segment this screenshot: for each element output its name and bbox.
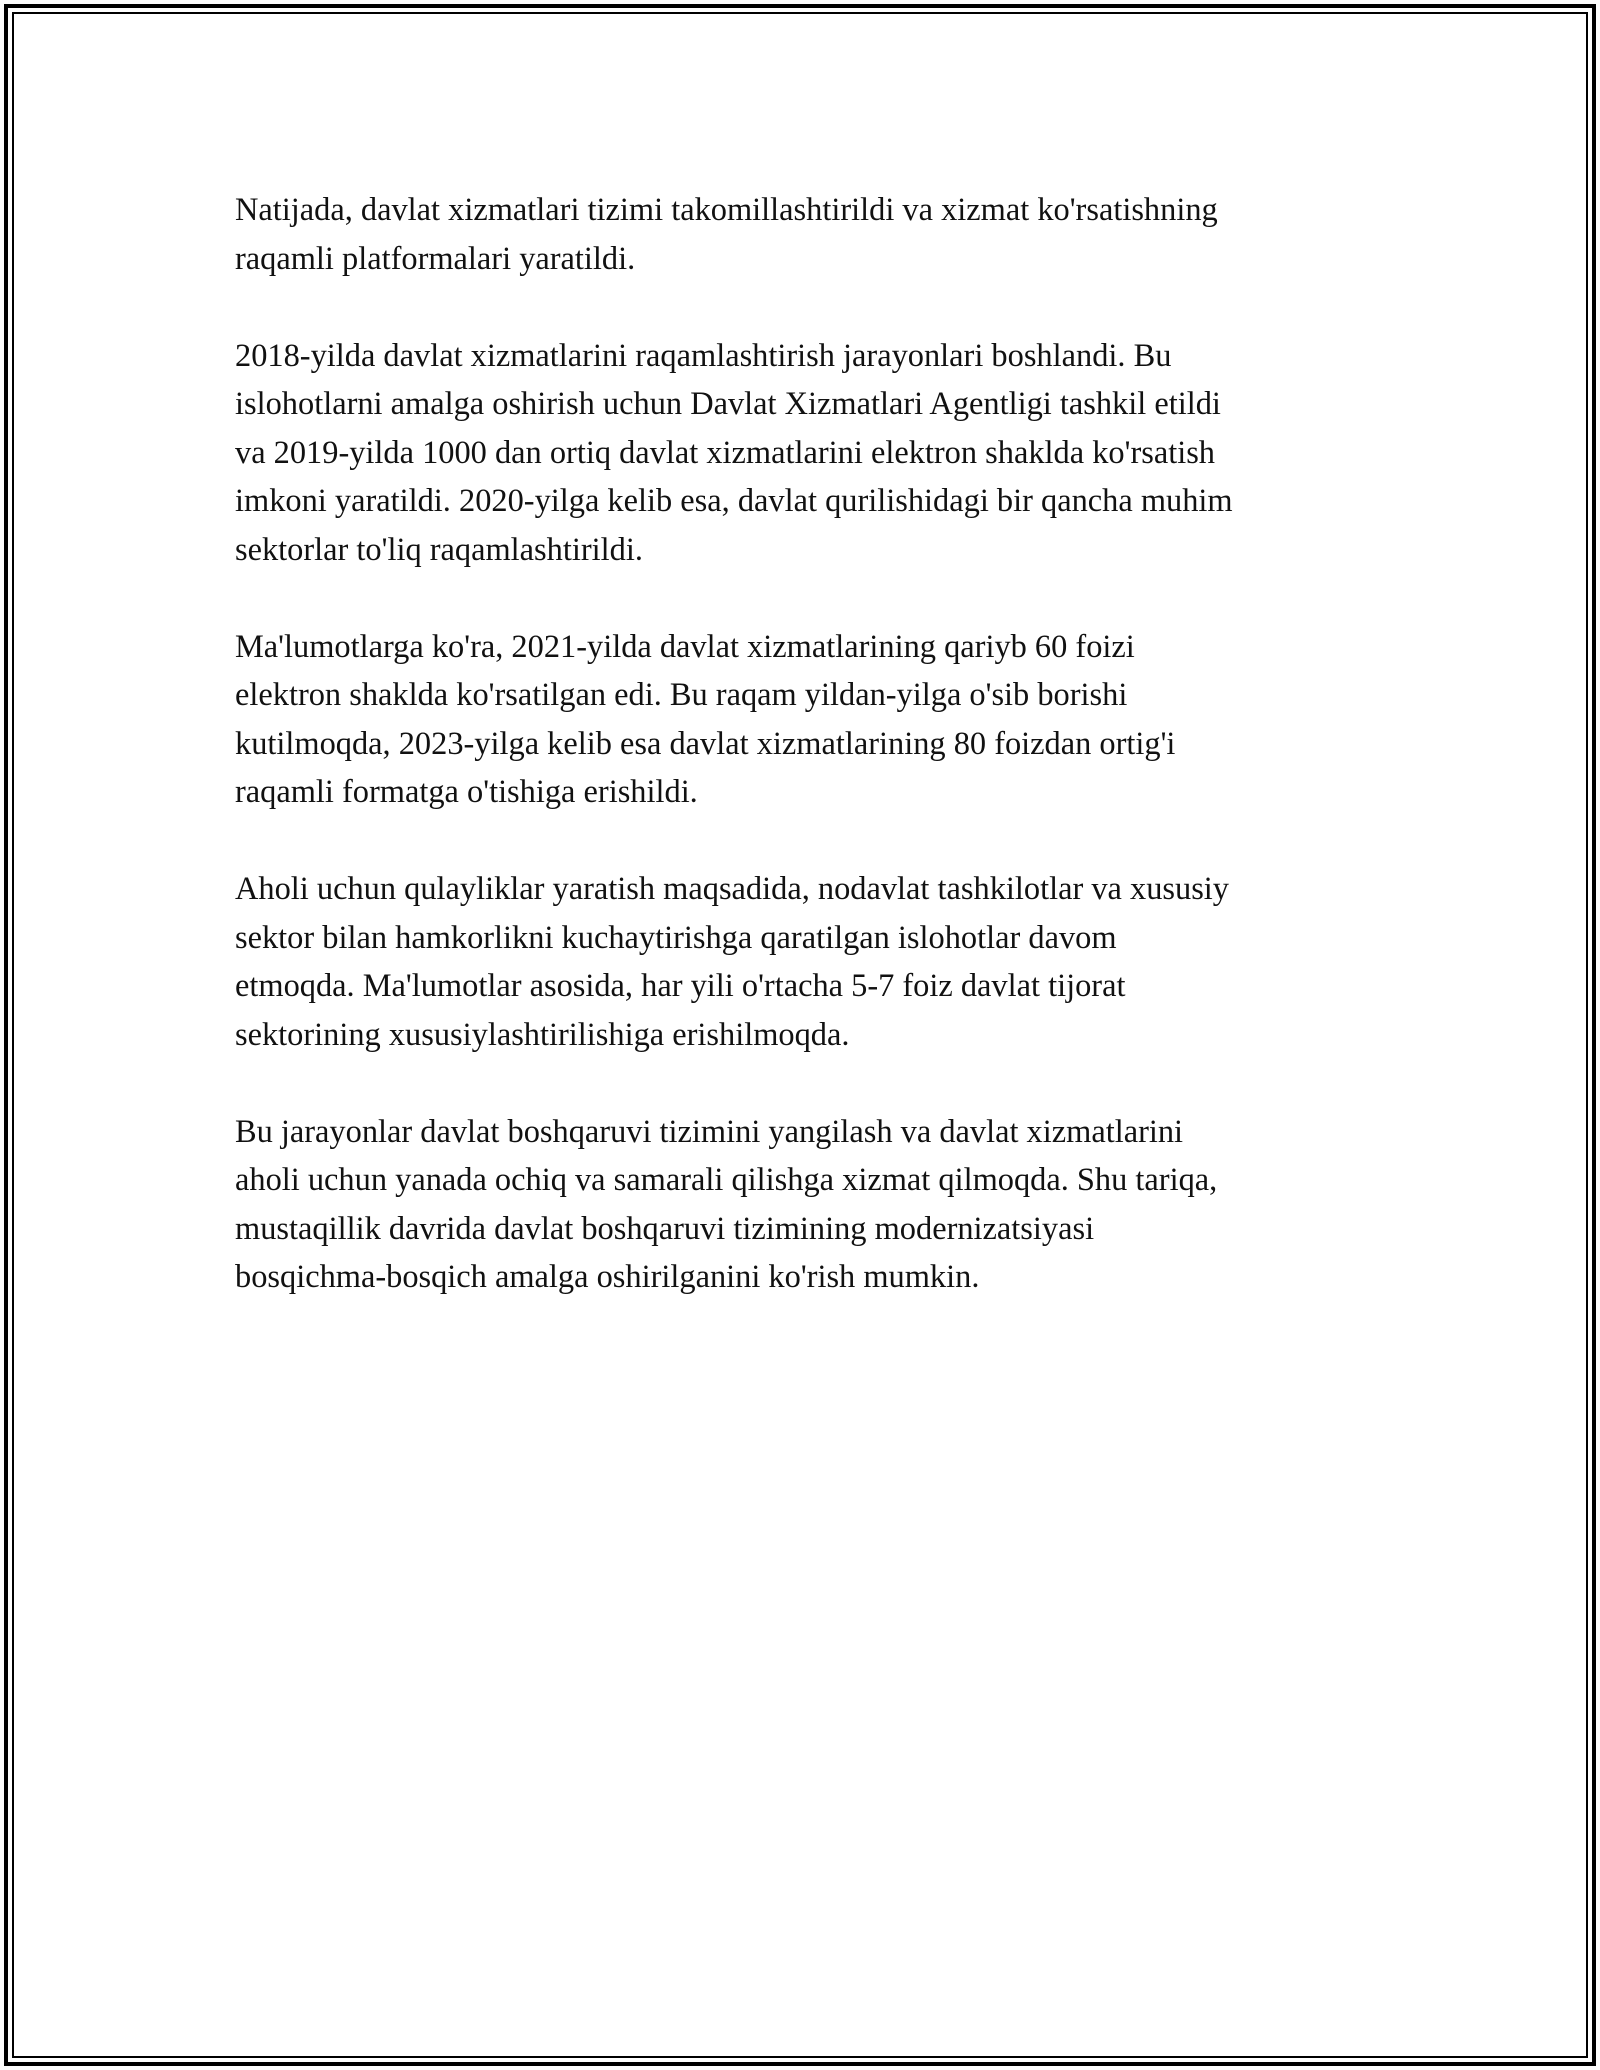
document-body: [235, 186, 1375, 1350]
paragraph-4: Aholi uchun qulayliklar yaratish maqsadida, nodavlat tashkilotlar va xususiy sektor bilan hamkorlikni kuchaytirishga qaratilgan islohotlar davom etmoqda. Ma'lumotlar asosida, har yili o'rtacha 5-7 foiz davlat tijorat sektorining xususiylashtirilishiga erishilmoqda.: [235, 871, 1230, 1053]
paragraph-5: Bu jarayonlar davlat boshqaruvi tizimini yangilash va davlat xizmatlarini aholi uchun yanada ochiq va samarali qilishga xizmat qilmoqda. Shu tariqa, mustaqillik davrida davlat boshqaruvi tizimining modernizatsiyasi bosqichma-bosqich amalga oshirilganini ko'rish mumkin.: [235, 1113, 1218, 1295]
paragraph-1: Natijada, davlat xizmatlari tizimi takomillashtirildi va xizmat ko'rsatishning raqamli platformalari yaratildi.: [235, 192, 1218, 277]
paragraph-2: 2018-yilda davlat xizmatlarini raqamlashtirish jarayonlari boshlandi. Bu islohotlarni amalga oshirish uchun Davlat Xizmatlari Agentligi tashkil etildi va 2019-yilda 1000 dan ortiq davlat xizmatlarini elektron shaklda ko'rsatish imkoni yaratildi. 2020-yilga kelib esa, davlat qurilishidagi bir qancha muhim sektorlar to'liq raqamlashtirildi.: [235, 337, 1233, 568]
paragraph-3: Ma'lumotlarga ko'ra, 2021-yilda davlat xizmatlarining qariyb 60 foizi elektron shaklda ko'rsatilgan edi. Bu raqam yildan-yilga o'sib borishi kutilmoqda, 2023-yilga kelib esa davlat xizmatlarining 80 foizdan ortig'i raqamli formatga o'tishiga erishildi.: [235, 628, 1176, 810]
